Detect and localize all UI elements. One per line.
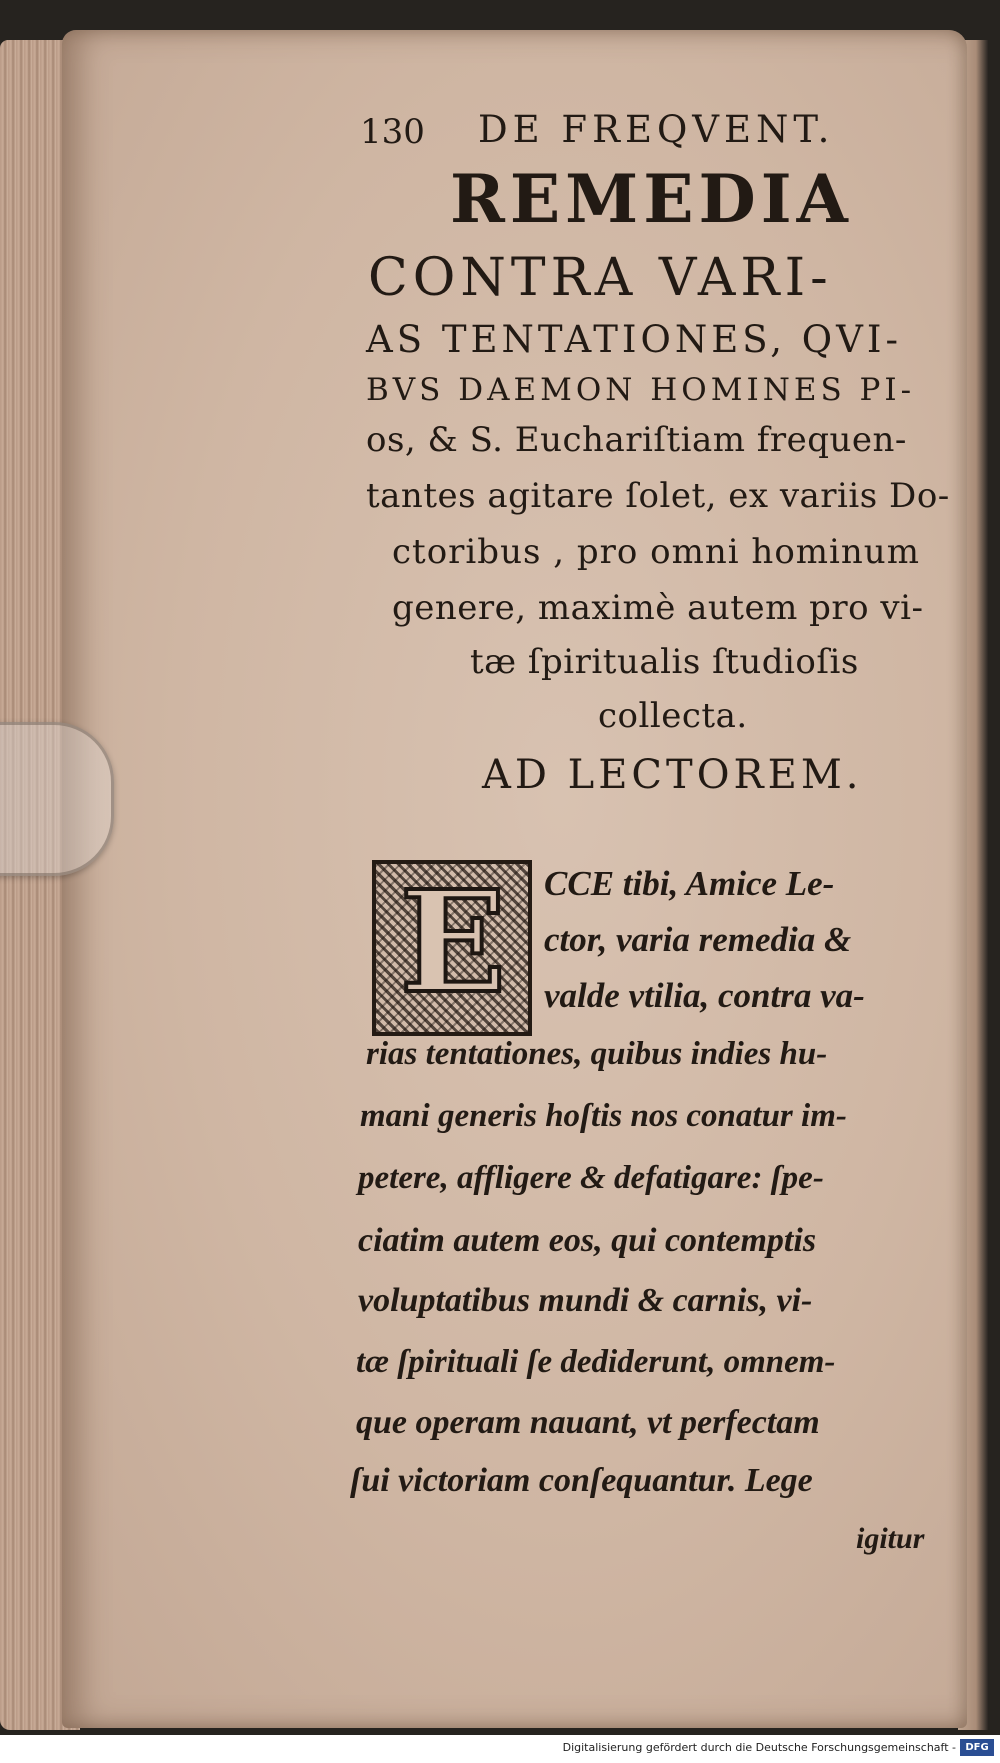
page-number: 130	[360, 112, 425, 152]
title-line-1: REMEDIA	[450, 160, 853, 238]
title-line-4: BVS DAEMON HOMINES PI-	[366, 372, 916, 408]
decorated-initial	[372, 860, 532, 1036]
catchword: igitur	[856, 1522, 925, 1555]
dfg-logo: DFG	[960, 1739, 994, 1756]
title-line-3: AS TENTATIONES, QVI-	[366, 318, 902, 361]
title-line-5: os, & S. Euchariſtiam frequen-	[366, 420, 907, 460]
page-clip	[0, 722, 114, 876]
body-line-2: ctor, varia remedia &	[544, 920, 852, 959]
body-line-9: tæ ſpirituali ſe dediderunt, omnem-	[356, 1344, 836, 1380]
body-line-4: rias tentationes, quibus indies hu-	[366, 1036, 828, 1072]
running-title: DE FREQVENT.	[478, 108, 835, 151]
body-line-10: que operam nauant, vt perfectam	[356, 1404, 820, 1441]
title-line-9: tæ ſpiritualis ſtudioſis	[470, 642, 859, 682]
body-line-5: mani generis hoſtis nos conatur im-	[360, 1098, 847, 1134]
title-line-8: genere, maximè autem pro vi-	[392, 588, 924, 628]
initial-letter: E	[399, 861, 507, 1025]
body-line-7: ciatim autem eos, qui contemptis	[358, 1222, 817, 1259]
body-line-8: voluptatibus mundi & carnis, vi-	[358, 1282, 813, 1319]
title-line-6: tantes agitare ſolet, ex variis Do-	[366, 476, 950, 516]
title-line-7: ctoribus , pro omni hominum	[392, 532, 920, 572]
body-line-1: CCE tibi, Amice Le-	[544, 864, 835, 903]
title-line-10: collecta.	[598, 696, 748, 736]
body-line-6: petere, affligere & defatigare: ſpe-	[358, 1160, 824, 1196]
title-line-2: CONTRA VARI-	[368, 248, 833, 308]
footer-credit: Digitalisierung gefördert durch die Deutsche Forschungsgemeinschaft -	[562, 1741, 956, 1754]
body-line-11: ſui victoriam conſequantur. Lege	[350, 1462, 813, 1499]
body-line-3: valde vtilia, contra va-	[544, 976, 865, 1015]
section-heading: AD LECTOREM.	[482, 752, 863, 798]
